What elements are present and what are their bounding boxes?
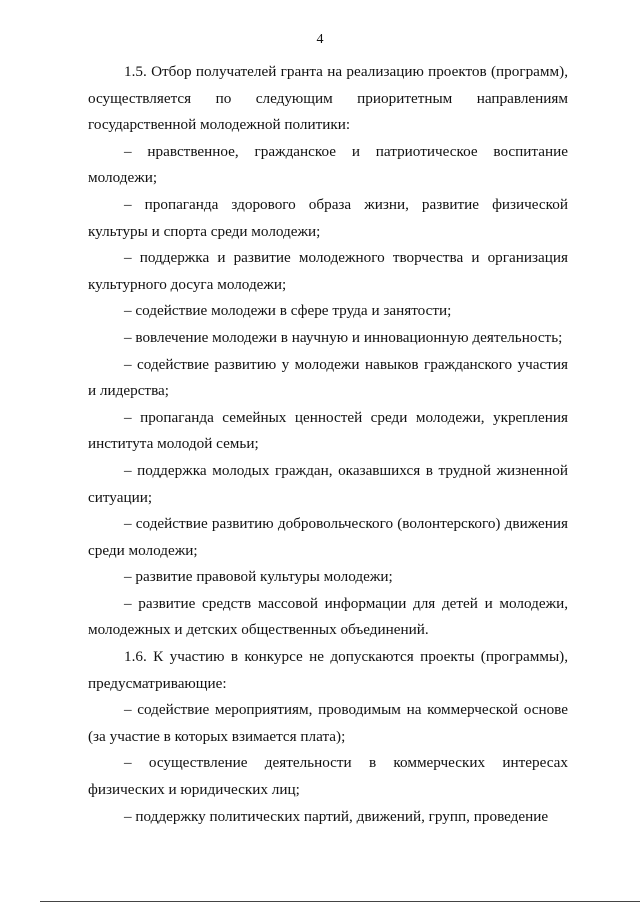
list-item-legal-culture: – развитие правовой культуры молодежи; xyxy=(124,568,393,586)
paragraph-1-5: 1.5. Отбор получателей гранта на реализацию проектов (программ), осуществляется по следующим приоритетным направлениям государственной молодежной политики: xyxy=(88,63,568,134)
list-item-healthy-lifestyle: – пропаганда здорового образа жизни, развитие физической культуры и спорта среди молодежи; xyxy=(88,195,568,240)
list-item-family-values: – пропаганда семейных ценностей среди молодежи, укрепления института молодой семьи; xyxy=(88,408,568,453)
list-item-youth-creativity: – поддержка и развитие молодежного творчества и организация культурного досуга молодежи; xyxy=(88,249,568,293)
page-number: 4 xyxy=(316,32,324,47)
list-item-science-innovation: – вовлечение молодежи в научную и инновационную деятельность; xyxy=(124,328,563,346)
list-item-civic-participation: – содействие развитию у молодежи навыков гражданского участия и лидерства; xyxy=(88,355,568,400)
document-body xyxy=(88,59,568,830)
scan-bottom-edge xyxy=(40,901,640,902)
list-item-political-support: – поддержку политических партий, движений, групп, проведение xyxy=(124,807,549,825)
paragraph-1-6: 1.6. К участию в конкурсе не допускаются проекты (программы), предусматривающие: xyxy=(88,648,568,692)
list-item-moral-education: – нравственное, гражданское и патриотическое воспитание молодежи; xyxy=(88,142,568,187)
list-item-employment: – содействие молодежи в сфере труда и занятости; xyxy=(124,302,452,320)
list-item-volunteering: – содействие развитию добровольческого (волонтерского) движения среди молодежи; xyxy=(88,515,568,559)
list-item-commercial-interests: – осуществление деятельности в коммерческих интересах физических и юридических лиц; xyxy=(88,754,568,799)
list-item-difficult-situation: – поддержка молодых граждан, оказавшихся в трудной жизненной ситуации; xyxy=(88,461,568,506)
list-item-commercial-events: – содействие мероприятиям, проводимым на коммерческой основе (за участие в которых взимается плата); xyxy=(88,701,568,745)
list-item-mass-media: – развитие средств массовой информации для детей и молодежи, молодежных и детских общественных объединений. xyxy=(88,594,568,639)
